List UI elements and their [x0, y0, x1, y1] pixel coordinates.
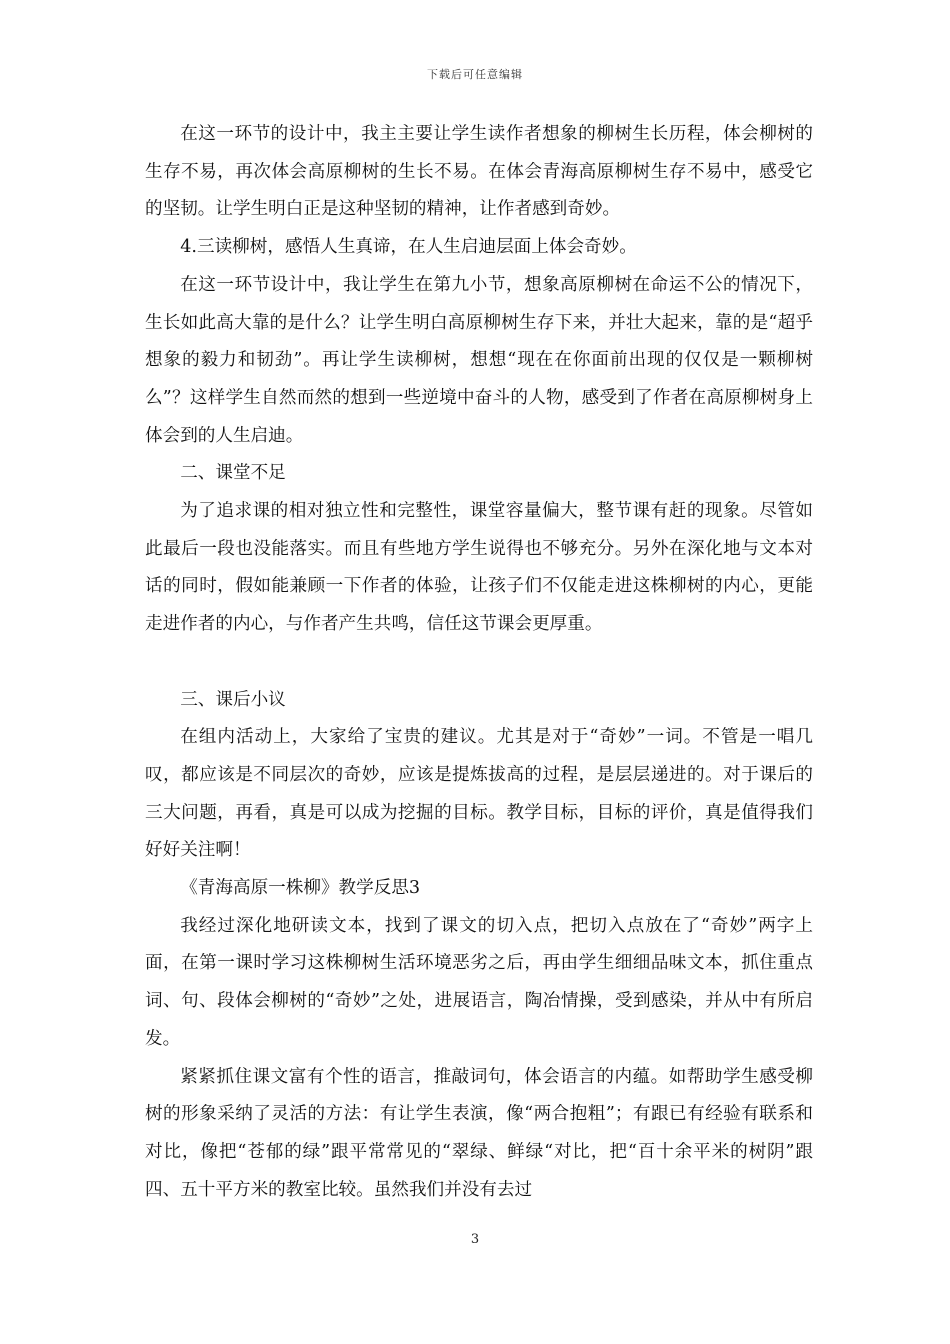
- paragraph-ninth-section-design: 在这一环节设计中，我让学生在第九小节，想象高原柳树在命运不公的情况下，生长如此高大靠的是什么？让学生明白高原柳树生存下来，并壮大起来，靠的是“超乎想象的毅力和韧劲”。再让学生读柳树，想想“现在在你面前出现的仅仅是一颗柳树么”？这样学生自然而然的想到一些逆境中奋斗的人物，感受到了作者在高原柳树身上体会到的人生启迪。: [145, 274, 813, 446]
- paragraph-shortcomings: 为了追求课的相对独立性和完整性，课堂容量偏大，整节课有赶的现象。尽管如此最后一段也没能落实。而且有些地方学生说得也不够充分。另外在深化地与文本对话的同时，假如能兼顾一下作者的体验，让孩子们不仅能走进这株柳树的内心，更能走进作者的内心，与作者产生共鸣，信任这节课会更厚重。: [145, 501, 813, 635]
- section-heading-shortcomings: 二、课堂不足: [180, 463, 286, 484]
- paragraph-entry-point: 我经过深化地研读文本，找到了课文的切入点，把切入点放在了“奇妙”两字上面，在第一课时学习这株柳树生活环境恶劣之后，再由学生细细品味文本，抓住重点词、句、段体会柳树的“奇妙”之处，进展语言，陶冶情操，受到感染，并从中有所启发。: [145, 915, 813, 1049]
- paragraph-design-reflection: 在这一环节的设计中，我主主要让学生读作者想象的柳树生长历程，体会柳树的生存不易，再次体会高原柳树的生长不易。在体会青海高原柳树生存不易中，感受它的坚韧。让学生明白正是这种坚韧的精神，让作者感到奇妙。: [145, 124, 813, 220]
- paragraph-language-analysis: 紧紧抓住课文富有个性的语言，推敲词句，体会语言的内蕴。如帮助学生感受柳树的形象采纳了灵活的方法：有让学生表演，像“两合抱粗”；有跟已有经验有联系和对比，像把“苍郁的绿”跟平常常见的“翠绿、鲜绿“对比，把“百十余平米的树阴”跟四、五十平方米的教室比较。虽然我们并没有去过: [145, 1066, 813, 1200]
- page-header: 下载后可任意编辑: [427, 68, 523, 81]
- section-title-reflection-3: 《青海高原一株柳》教学反思3: [180, 878, 421, 899]
- document-body: [145, 116, 813, 1209]
- page-number: 3: [470, 1232, 480, 1247]
- blank-line: [145, 644, 813, 682]
- paragraph-third-reading-heading: 4.三读柳树，感悟人生真谛，在人生启迪层面上体会奇妙。: [180, 237, 637, 258]
- section-heading-after-class-discussion: 三、课后小议: [180, 689, 286, 710]
- paragraph-group-suggestions: 在组内活动上，大家给了宝贵的建议。尤其是对于“奇妙”一词。不管是一唱几叹，都应该是不同层次的奇妙，应该是提炼拔高的过程，是层层递进的。对于课后的三大问题，再看，真是可以成为挖掘的目标。教学目标，目标的评价，真是值得我们好好关注啊！: [145, 727, 813, 861]
